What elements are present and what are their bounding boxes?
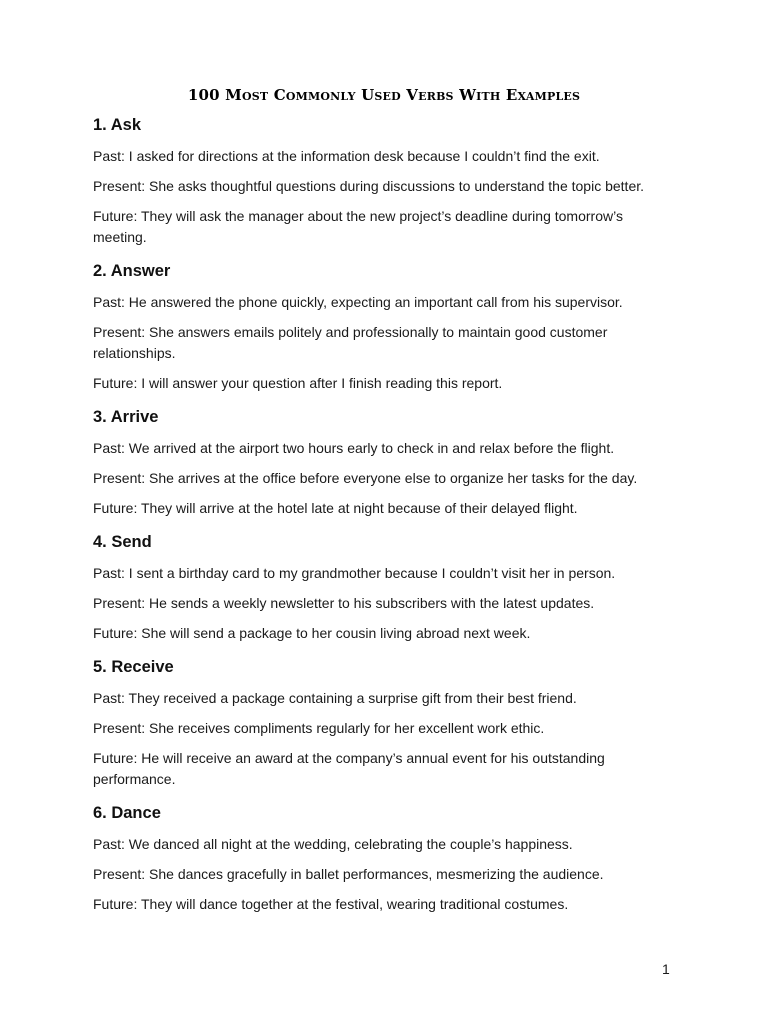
example-past: Past: He answered the phone quickly, expecting an important call from his supervisor.	[93, 294, 623, 310]
example-present: Present: She arrives at the office before everyone else to organize her tasks for the day.	[93, 470, 638, 486]
example-past: Past: We danced all night at the wedding, celebrating the couple’s happiness.	[93, 836, 573, 852]
verb-section-send	[93, 531, 678, 644]
example-present: Present: He sends a weekly newsletter to his subscribers with the latest updates.	[93, 595, 595, 611]
example-past: Past: We arrived at the airport two hours early to check in and relax before the flight.	[93, 440, 615, 456]
verb-section-receive	[93, 656, 678, 790]
example-present: Present: She answers emails politely and professionally to maintain good customer relationships.	[93, 324, 608, 361]
example-future: Future: He will receive an award at the company’s annual event for his outstanding performance.	[93, 750, 605, 787]
section-heading: 3. Arrive	[93, 408, 159, 426]
example-past: Past: I asked for directions at the information desk because I couldn’t find the exit.	[93, 148, 600, 164]
example-present: Present: She dances gracefully in ballet performances, mesmerizing the audience.	[93, 866, 604, 882]
verb-section-ask	[93, 114, 678, 248]
example-past: Past: They received a package containing a surprise gift from their best friend.	[93, 690, 577, 706]
section-heading: 5. Receive	[93, 658, 174, 676]
example-future: Future: They will arrive at the hotel late at night because of their delayed flight.	[93, 500, 578, 516]
page-title: 100 Most Commonly Used Verbs With Examples	[187, 86, 581, 104]
example-future: Future: She will send a package to her cousin living abroad next week.	[93, 625, 531, 641]
section-heading: 4. Send	[93, 533, 152, 551]
example-present: Present: She asks thoughtful questions during discussions to understand the topic better.	[93, 178, 645, 194]
example-present: Present: She receives compliments regularly for her excellent work ethic.	[93, 720, 545, 736]
page-number: 1	[662, 961, 670, 977]
example-past: Past: I sent a birthday card to my grandmother because I couldn’t visit her in person.	[93, 565, 616, 581]
verb-list	[93, 114, 678, 924]
example-future: Future: They will ask the manager about the new project’s deadline during tomorrow’s meeting.	[93, 208, 623, 245]
section-heading: 6. Dance	[93, 804, 161, 822]
example-future: Future: They will dance together at the festival, wearing traditional costumes.	[93, 896, 569, 912]
verb-section-answer	[93, 260, 678, 394]
section-heading: 1. Ask	[93, 116, 142, 134]
example-future: Future: I will answer your question after I finish reading this report.	[93, 375, 503, 391]
section-heading: 2. Answer	[93, 262, 171, 280]
verb-section-dance	[93, 802, 678, 915]
verb-section-arrive	[93, 406, 678, 519]
